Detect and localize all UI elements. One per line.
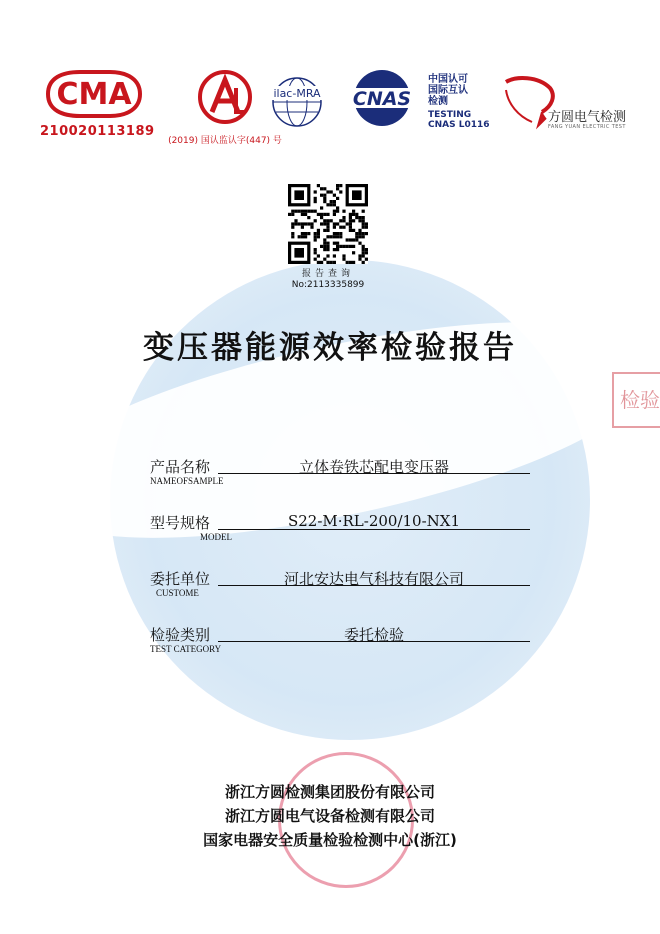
cal-number: (2019) 国认监认字(447) 号 [168, 136, 282, 146]
field-customer [150, 568, 530, 608]
field-value: 河北安达电气科技有限公司 [283, 570, 464, 588]
side-seal-text: 检验 [620, 388, 660, 412]
field-label: 型号规格 [150, 514, 211, 532]
field-sublabel: CUSTOME [156, 588, 199, 598]
field-label: 委托单位 [150, 570, 211, 588]
field-sublabel: MODEL [200, 532, 232, 542]
cma-logo [40, 68, 155, 139]
side-seal [612, 372, 660, 428]
cma-number: 210020113189 [40, 124, 155, 139]
fangyuan-english: FANG YUAN ELECTRIC TEST [548, 124, 626, 130]
org-line: 国家电器安全质量检验检测中心(浙江) [203, 831, 457, 849]
cnas-en-line-1: TESTING [428, 110, 472, 120]
accreditation-logos [40, 68, 640, 158]
cnas-cn-line-2: 国际互认 [428, 85, 468, 96]
field-test-category [150, 624, 530, 664]
fangyuan-logo [498, 70, 648, 150]
svg-text:ilac-MRA: ilac-MRA [273, 87, 321, 100]
field-sublabel: NAMEOFSAMPLE [150, 476, 224, 486]
issuing-organisations [0, 780, 660, 852]
cnas-cn-line-1: 中国认可 [428, 74, 468, 85]
svg-text:CMA: CMA [56, 77, 132, 112]
ilac-mra-logo [262, 68, 332, 132]
qr-label: 报告查询 [301, 269, 354, 279]
field-label: 检验类别 [150, 626, 211, 644]
field-sublabel: TEST CATEGORY [150, 644, 222, 654]
cnas-cn-line-3: 检测 [428, 96, 448, 107]
field-value: S22-M·RL-200/10-NX1 [287, 512, 461, 530]
report-number: No:2113335899 [291, 280, 365, 290]
fangyuan-name: 方圆电气检测 [548, 110, 627, 125]
field-value: 立体卷铁芯配电变压器 [298, 458, 449, 476]
field-model [150, 512, 530, 552]
report-query [288, 184, 368, 290]
cma-mark-icon [40, 68, 148, 120]
org-line: 浙江方圆检测集团股份有限公司 [224, 783, 435, 801]
cnas-logo [342, 68, 422, 132]
field-value: 委托检验 [343, 626, 404, 644]
cnas-en-line-2: CNAS L0116 [428, 120, 490, 130]
svg-text:CNAS: CNAS [352, 88, 412, 110]
qr-code-icon[interactable] [288, 184, 368, 264]
cnas-mark-icon [342, 68, 422, 128]
field-label: 产品名称 [150, 458, 211, 476]
cal-mark-icon [190, 68, 260, 126]
report-title: 变压器能源效率检验报告 [143, 330, 517, 366]
field-sample-name [150, 456, 530, 496]
org-line: 浙江方圆电气设备检测有限公司 [224, 807, 435, 825]
ilac-globe-icon [262, 68, 332, 128]
